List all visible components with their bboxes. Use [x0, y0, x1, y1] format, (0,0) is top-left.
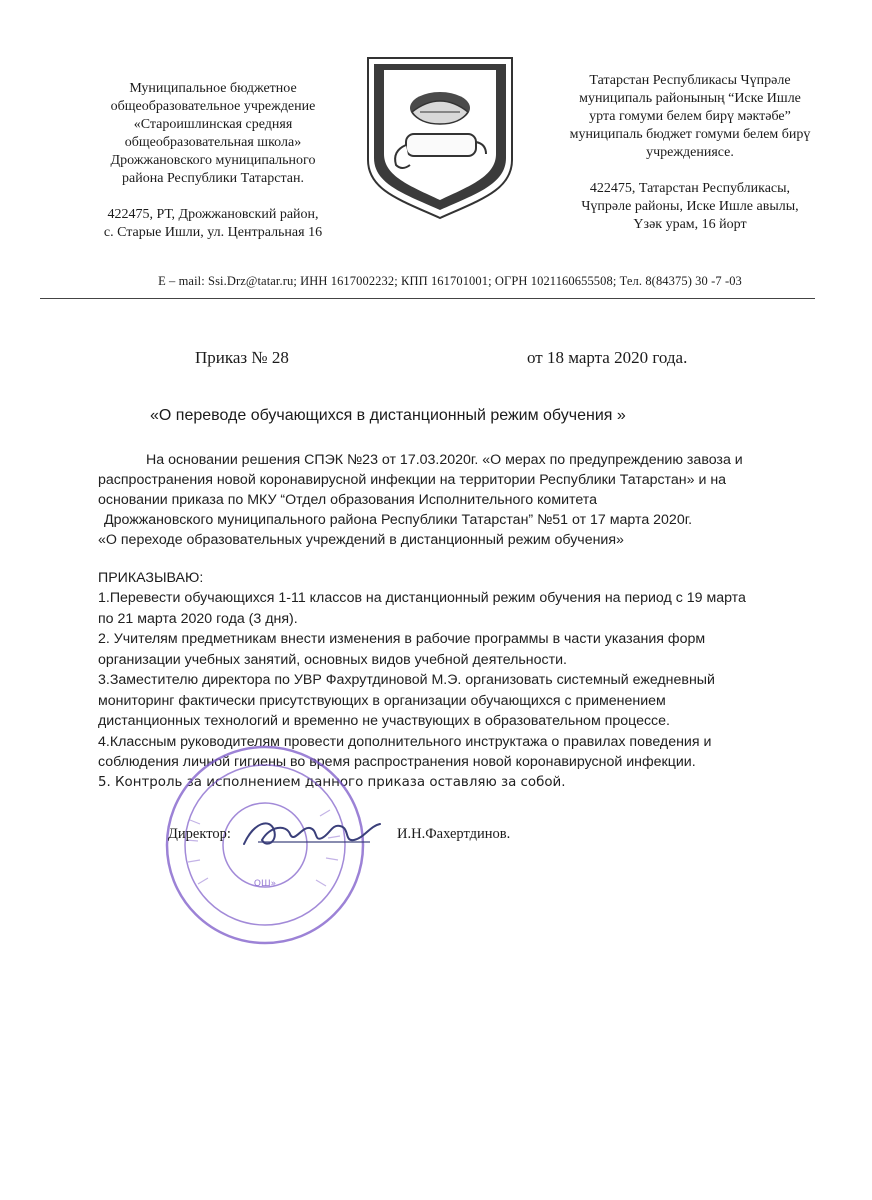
item-line: мониторинг фактически присутствующих в организации обучающихся с применением — [98, 692, 666, 709]
header-right-line: учреждениясе. — [646, 145, 734, 160]
item-line: 4.Классным руководителям провести дополнительного инструктажа о правилах поведения и — [98, 733, 712, 750]
coat-of-arms-icon — [360, 50, 520, 220]
header-left-line: общеобразовательная школа» — [124, 135, 302, 150]
header-divider — [40, 298, 815, 299]
header-left-line: Дрожжановского муниципального — [110, 153, 316, 168]
item-line: 3.Заместителю директора по УВР Фахрутдиновой М.Э. организовать системный ежедневный — [98, 672, 715, 688]
stamp-text: ОШ» — [253, 879, 277, 889]
header-right-line: Татарстан Республикасы Чүпрәле — [589, 73, 791, 88]
basis-line: основании приказа по МКУ “Отдел образования Исполнительного комитета — [98, 492, 597, 508]
item-line: 1.Перевести обучающихся 1-11 классов на дистанционный режим обучения на период с 19 марта — [98, 590, 746, 606]
order-basis — [98, 450, 828, 550]
basis-line: «О переходе образовательных учреждений в дистанционный режим обучения» — [98, 532, 624, 548]
basis-line: Дрожжановского муниципального района Республики Татарстан” №51 от 17 марта 2020г. — [104, 512, 693, 528]
order-title: «О переводе обучающихся в дистанционный режим обучения » — [150, 407, 626, 424]
contacts-line: E – mail: Ssi.Drz@tatar.ru; ИНН 1617002232; КПП 161701001; ОГРН 1021160655508; Тел. 8(84375) 30 -7 -03 — [158, 274, 742, 288]
header-right-tatar — [525, 72, 855, 234]
order-date: от 18 марта 2020 года. — [527, 348, 688, 367]
header-left-address — [68, 206, 358, 242]
header-left-russian — [68, 80, 358, 242]
basis-line: На основании решения СПЭК №23 от 17.03.2020г. «О мерах по предупреждению завоза и — [146, 452, 743, 468]
item-line: по 21 марта 2020 года (3 дня). — [98, 610, 298, 627]
director-label: Директор: — [168, 826, 231, 842]
address-line: 422475, Татарстан Республикасы, — [589, 181, 791, 196]
item-line: дистанционных технологий и временно не участвующих в образовательном процессе. — [98, 713, 670, 729]
address-line: 422475, РТ, Дрожжановский район, — [107, 207, 319, 222]
basis-line: распространения новой коронавирусной инфекции на территории Республики Татарстан» и на — [98, 472, 727, 488]
item-line: соблюдения личной гигиены во время распространения новой коронавирусной инфекции. — [98, 754, 696, 770]
address-line: Чүпрәле районы, Иске Ишле авылы, — [581, 199, 799, 214]
item-line: организации учебных занятий, основных видов учебной деятельности. — [98, 651, 567, 668]
order-number: Приказ № 28 — [195, 348, 289, 367]
header-left-line: «Староишлинская средняя — [133, 117, 293, 132]
header-right-line: урта гомуми белем бирү мәктәбе” — [589, 109, 791, 124]
director-signature-icon — [240, 812, 385, 857]
item-line: 2. Учителям предметникам внести изменения в рабочие программы в части указания форм — [98, 631, 706, 647]
director-name: И.Н.Фахертдинов. — [397, 826, 511, 842]
address-line: с. Старые Ишли, ул. Центральная 16 — [103, 225, 323, 240]
header-left-line: Муниципальное бюджетное — [129, 81, 297, 96]
address-line: Үзәк урам, 16 йорт — [633, 217, 747, 232]
item-line-5: 5. Контроль за исполнением данного приказа оставляю за собой. — [98, 774, 566, 790]
header-right-line: муниципаль районының “Иске Ишле — [579, 91, 801, 106]
header-right-line: муниципаль бюджет гомуми белем бирү — [569, 127, 811, 142]
header-right-address — [525, 180, 855, 234]
header-left-line: района Республики Татарстан. — [122, 171, 304, 186]
header-left-line: общеобразовательное учреждение — [110, 99, 316, 114]
order-verb: ПРИКАЗЫВАЮ: — [98, 570, 204, 586]
